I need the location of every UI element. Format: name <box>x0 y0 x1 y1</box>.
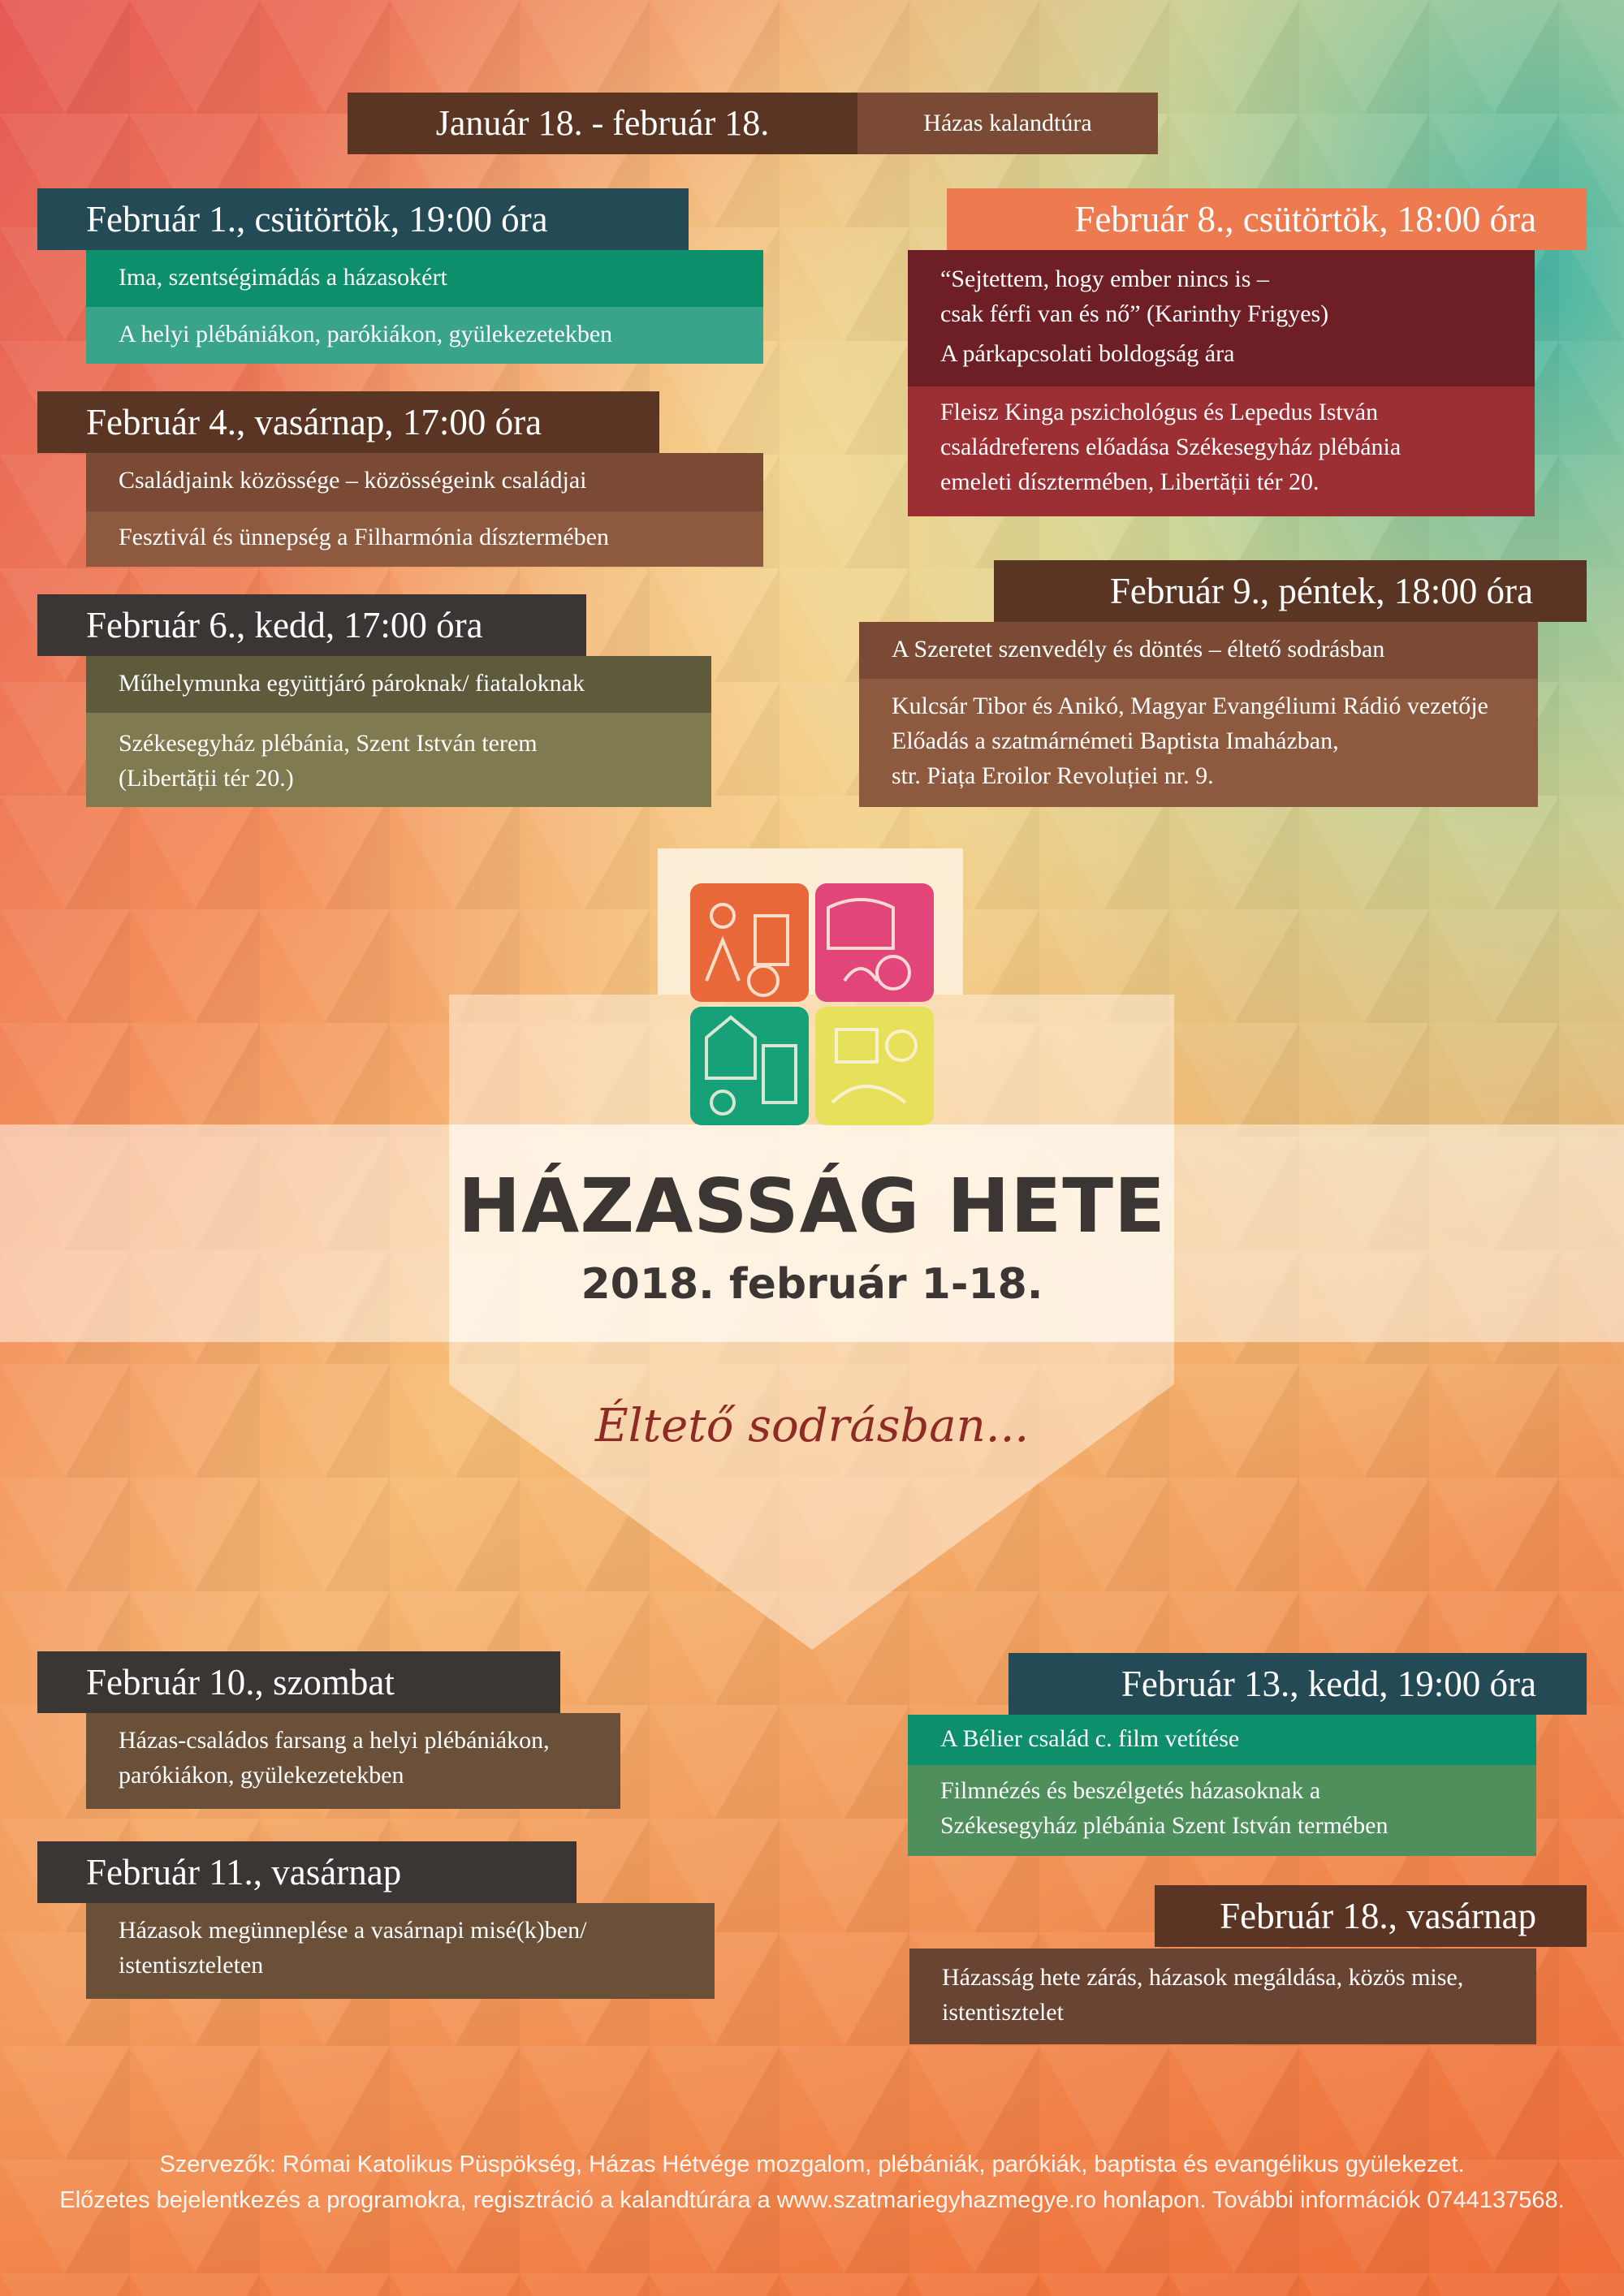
event-feb6-line2a: Székesegyház plébánia, Szent István terem <box>119 730 538 757</box>
footer-organizers: Szervezők: Római Katolikus Püspökség, Házas Hétvége mozgalom, plébániák, parókiák, baptista és evangélikus gyülekezet. <box>159 2151 1465 2177</box>
event-feb8-line1: A párkapcsolati boldogság ára <box>940 340 1235 367</box>
event-feb4-header: Február 4., vasárnap, 17:00 óra <box>37 391 659 453</box>
event-feb11-header: Február 11., vasárnap <box>37 1841 577 1903</box>
event-feb8-line2b: családreferens előadása Székesegyház plébánia <box>940 434 1402 460</box>
event-feb8-quote1: “Sejtettem, hogy ember nincs is – <box>940 265 1269 292</box>
event-feb4-line2: Fesztivál és ünnepség a Filharmónia dísztermében <box>86 511 763 567</box>
motto: Éltető sodrásban... <box>594 1400 1030 1452</box>
event-feb8-line2 <box>908 386 1535 516</box>
event-feb9-line2a: Kulcsár Tibor és Anikó, Magyar Evangéliumi Rádió vezetője <box>892 693 1488 719</box>
top-banner <box>348 93 1158 154</box>
event-feb13-line2a: Filmnézés és beszélgetés házasoknak a <box>940 1777 1321 1804</box>
event-feb6-line1: Műhelymunka együttjáró pároknak/ fiataloknak <box>86 656 711 713</box>
event-feb9-line2c: str. Piața Eroilor Revoluției nr. 9. <box>892 762 1214 789</box>
event-feb1-line1: Ima, szentségimádás a házasokért <box>86 250 763 307</box>
event-feb13-line1: A Bélier család c. film vetítése <box>908 1715 1536 1765</box>
event-feb1-header: Február 1., csütörtök, 19:00 óra <box>37 188 689 250</box>
event-feb13-line2 <box>908 1765 1536 1856</box>
event-feb10-line1a: Házas-családos farsang a helyi plébániákon, <box>119 1727 550 1754</box>
event-feb11-line1 <box>86 1903 715 1999</box>
main-dates: 2018. február 1-18. <box>581 1260 1043 1309</box>
event-feb9-line1: A Szeretet szenvedély és döntés – éltető sodrásban <box>859 622 1538 679</box>
event-feb9-header: Február 9., péntek, 18:00 óra <box>994 560 1587 622</box>
event-feb9-line2b: Előadás a szatmárnémeti Baptista Imaházban, <box>892 727 1339 754</box>
event-feb13-line2b: Székesegyház plébánia Szent István termében <box>940 1812 1389 1839</box>
event-feb9-line2 <box>859 679 1538 807</box>
event-feb11-line1a: Házasok megünneplése a vasárnapi misé(k)ben/ <box>119 1917 587 1944</box>
event-feb18-line1 <box>909 1949 1536 2044</box>
event-feb1-line2: A helyi plébániákon, parókiákon, gyülekezetekben <box>86 307 763 364</box>
event-feb18-header: Február 18., vasárnap <box>1155 1885 1587 1947</box>
event-feb8-line1-block <box>908 250 1535 386</box>
event-feb10-header: Február 10., szombat <box>37 1651 560 1713</box>
event-feb8-header: Február 8., csütörtök, 18:00 óra <box>947 188 1587 250</box>
event-feb10-line1b: parókiákon, gyülekezetekben <box>119 1762 404 1789</box>
event-feb4-line1: Családjaink közössége – közösségeink családjai <box>86 453 763 511</box>
family-mosaic-logo <box>690 883 934 1125</box>
event-feb8-line2c: emeleti dísztermében, Libertății tér 20. <box>940 468 1320 495</box>
event-feb6-line2 <box>86 713 711 807</box>
event-feb6-header: Február 6., kedd, 17:00 óra <box>37 594 586 656</box>
top-banner-date: Január 18. - február 18. <box>348 93 857 154</box>
event-feb8-line2a: Fleisz Kinga pszichológus és Lepedus István <box>940 399 1379 425</box>
main-title: HÁZASSÁG HETE <box>458 1163 1166 1249</box>
top-banner-label: Házas kalandtúra <box>857 93 1158 154</box>
event-feb13-header: Február 13., kedd, 19:00 óra <box>1009 1653 1587 1715</box>
event-feb11-line1b: istentiszteleten <box>119 1952 264 1979</box>
event-feb18-line1a: Házasság hete zárás, házasok megáldása, közös mise, <box>942 1964 1464 1991</box>
footer-registration: Előzetes bejelentkezés a programokra, regisztráció a kalandtúrára a www.szatmariegyhazmegye.ro honlapon. További információk 0744137568. <box>59 2187 1565 2213</box>
event-feb10-line1 <box>86 1713 620 1809</box>
event-feb6-line2b: (Libertății tér 20.) <box>119 765 294 792</box>
event-feb18-line1b: istentisztelet <box>942 1999 1064 2026</box>
event-feb8-quote2: csak férfi van és nő” (Karinthy Frigyes) <box>940 300 1329 327</box>
